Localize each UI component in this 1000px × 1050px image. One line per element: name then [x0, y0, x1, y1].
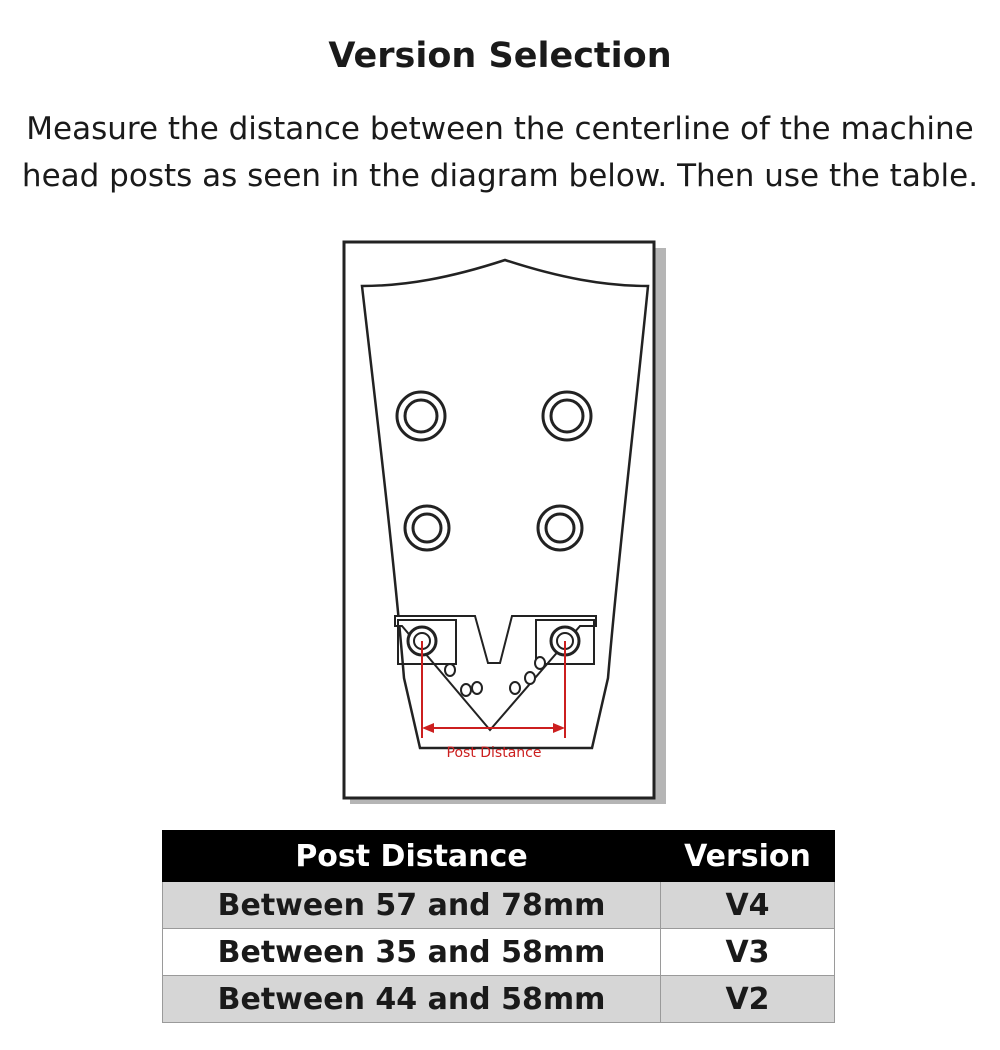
header-post-distance: Post Distance	[163, 831, 661, 882]
headstock-diagram-svg	[340, 238, 670, 808]
page-title: Version Selection	[328, 36, 672, 76]
post-distance-label: Post Distance	[446, 745, 542, 761]
table-row	[163, 929, 835, 976]
row-distance: Between 35 and 58mm	[163, 929, 661, 976]
table-header-row	[163, 831, 835, 882]
tuner-post-middle-left	[405, 506, 449, 550]
row-distance: Between 44 and 58mm	[163, 976, 661, 1023]
tuner-post-middle-right	[538, 506, 582, 550]
tuner-post-top-left	[397, 392, 445, 440]
row-version: V2	[661, 976, 835, 1023]
version-table	[162, 830, 835, 1023]
instructions-line-1: Measure the distance between the centerline of the machine	[26, 111, 974, 147]
table-row	[163, 976, 835, 1023]
instructions-line-2: head posts as seen in the diagram below. Then use the table.	[21, 158, 979, 194]
header-version: Version	[661, 831, 835, 882]
row-version: V3	[661, 929, 835, 976]
headstock-diagram	[340, 238, 670, 808]
row-distance: Between 57 and 78mm	[163, 882, 661, 929]
table-row	[163, 882, 835, 929]
tuner-post-top-right	[543, 392, 591, 440]
instructions	[0, 106, 1000, 200]
row-version: V4	[661, 882, 835, 929]
